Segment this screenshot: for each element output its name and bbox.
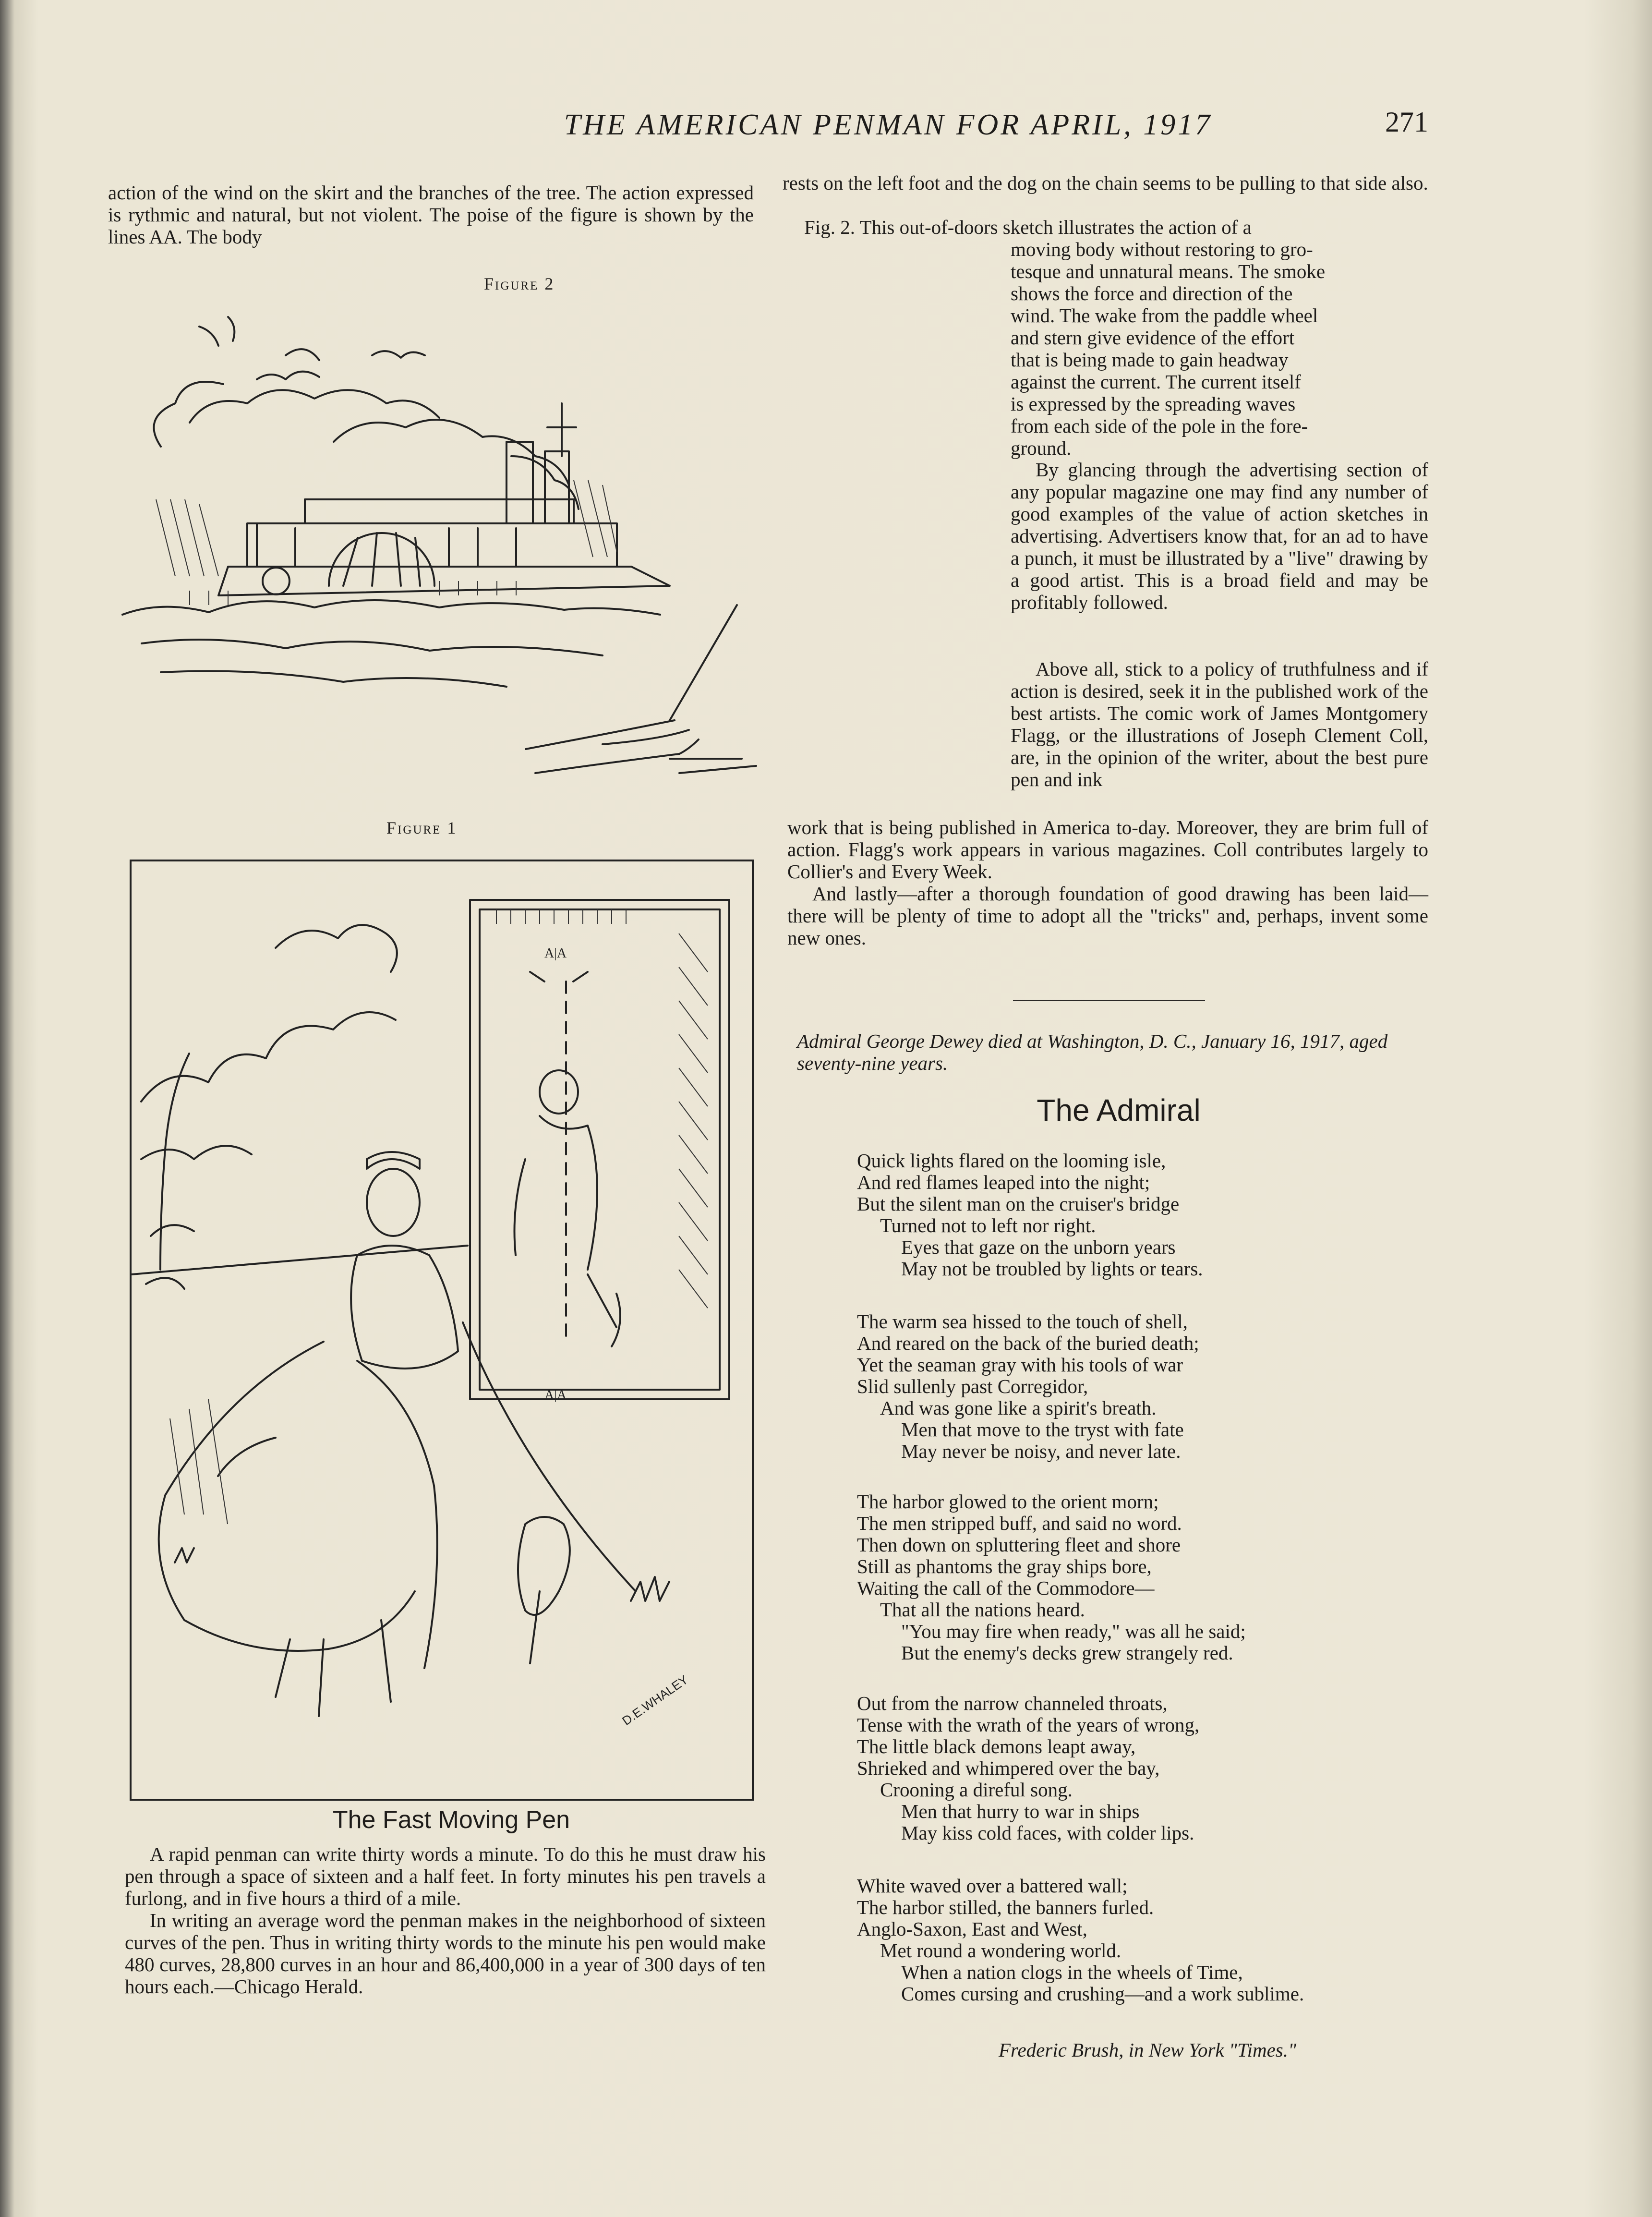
caption-title: The Fast Moving Pen (332, 1806, 570, 1834)
figure-1-label-top: A|A (544, 946, 567, 961)
poem-stanza-4: Out from the narrow channeled throats, Tense with the wrath of the years of wrong, The little black demons leapt away, Shrieked and whimpered over the bay, Crooning a direful song. Men that hurry to war in ships May kiss cold faces, with colder lips. (857, 1692, 1200, 1844)
dewey-obituary-note: Admiral George Dewey died at Washington, D. C., January 16, 1917, aged seventy-nine years. (797, 1030, 1388, 1074)
right-p2: Fig. 2. This out-of-doors sketch illustrates the action of a moving body without restoring to gro- tesque and unnatural means. The smoke shows the force and direction of the wind. The wake from the paddle wheel and stern give evidence of the effort that is being made to gain headway against the current. The current itself is expressed by the spreading waves from each side of the pole in the fore- ground. (804, 216, 1326, 459)
poem-stanza-3: The harbor glowed to the orient morn; The men stripped buff, and said no word. Then down on spluttering fleet and shore Still as phantoms the gray ships bore, Waiting the call of the Commodore— That all the nations heard. "You may fire when ready," was all he said; But the enemy's decks grew strangely red. (857, 1490, 1246, 1664)
figure-1-label: Figure 1 (386, 818, 458, 837)
figure-2-steamboat-illustration (103, 298, 775, 787)
right-p4-wide: work that is being published in America to-day. Moreover, they are brim full of action. Flagg's work appears in various magazines. Coll contributes largely to Collier's and Every Week. And lastly—after a thorough foundation of good drawing has been laid—there will be plenty of time to adopt all the "tricks" and, perhaps, invent some new ones. (787, 816, 1428, 949)
poem-title: The Admiral (1037, 1093, 1201, 1127)
caption-body: A rapid penman can write thirty words a minute. To do this he must draw his pen through a space of sixteen and a half feet. In forty minutes his pen travels a furlong, and in five hours a third of a mile. In writing an average word the penman makes in the neighborhood of sixteen curves of the pen. Thus in writing thirty words to the minute his pen would make 480 curves, 28,800 curves in an hour and 86,400,000 in a year of 300 days of ten hours each.—Chicago Herald. (125, 1843, 766, 1998)
right-p3: By glancing through the advertising section of any popular magazine one may find any number of good examples of the value of action sketches in advertising. Advertisers know that, for an ad to have a punch, it must be illustrated by a "live" drawing by a good artist. This is a broad field and may be profitably followed. (1011, 459, 1428, 613)
figure-1-drawing (132, 861, 752, 1799)
poem-stanza-1: Quick lights flared on the looming isle, And red flames leaped into the night; But the silent man on the cruiser's bridge Turned not to left nor right. Eyes that gaze on the unborn years May not be troubled by lights or tears. (857, 1150, 1203, 1280)
poem-attribution: Frederic Brush, in New York "Times." (999, 2039, 1297, 2061)
figure-1-label-bottom: A|A (544, 1388, 567, 1403)
section-divider (1013, 1000, 1205, 1001)
poem-stanza-5: White waved over a battered wall; The harbor stilled, the banners furled. Anglo-Saxon, East and West, Met round a wondering world. When a nation clogs in the wheels of Time, Comes cursing and crushing—and a work sublime. (857, 1875, 1304, 2005)
running-header: THE AMERICAN PENMAN FOR APRIL, 1917 (564, 109, 1213, 141)
left-top-paragraph: action of the wind on the skirt and the branches of the tree. The action expressed is rythmic and natural, but not violent. The poise of the figure is shown by the lines AA. The body (108, 182, 754, 248)
artist-signature: D.E.WHALEY (619, 1672, 691, 1728)
figure-2-label: Figure 2 (484, 274, 555, 293)
right-p4-narrow: Above all, stick to a policy of truthfulness and if action is desired, seek it in the published work of the best artists. The comic work of James Montgomery Flagg, or the illustrations of Joseph Clement Coll, are, in the opinion of the writer, about the best pure pen and ink (1011, 658, 1428, 790)
right-p1: rests on the left foot and the dog on the chain seems to be pulling to that side also. (783, 172, 1428, 194)
poem-stanza-2: The warm sea hissed to the touch of shell, And reared on the back of the buried death; Yet the seaman gray with his tools of war Slid sullenly past Corregidor, And was gone like a spirit's breath. Men that move to the tryst with fate May never be noisy, and never late. (857, 1310, 1199, 1462)
page-number: 271 (1385, 106, 1428, 138)
